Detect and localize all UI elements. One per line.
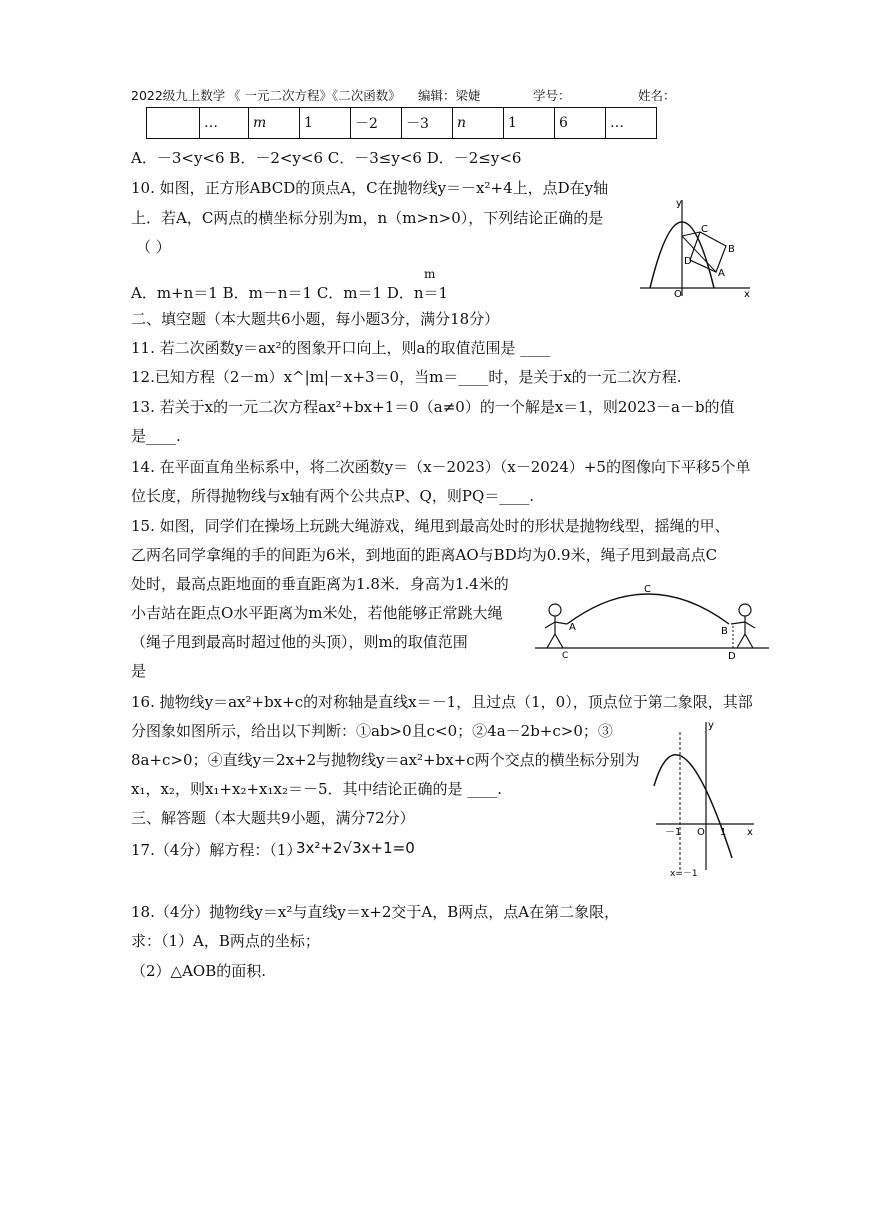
q15-rope-figure [533, 582, 773, 662]
table-cell: … [200, 108, 249, 139]
fig10-o-label: O [674, 289, 682, 300]
q16-figure [650, 718, 760, 878]
q14-line1: 14. 在平面直角坐标系中，将二次函数y＝（x－2023）（x－2024）+5的图像向下平移5个单 [131, 458, 751, 476]
fig16-x-label: x [747, 827, 753, 838]
section2-heading: 二、填空题（本大题共6小题，每小题3分，满分18分） [131, 310, 500, 328]
q15-line2: 乙两名同学拿绳的手的间距为6米，到地面的距离AO与BD均为0.9米，绳子甩到最高点C [131, 546, 718, 564]
q10-line3: （ ） [136, 238, 171, 256]
header-editor: 编辑：梁婕 [418, 88, 481, 103]
fig10-b-label: B [728, 244, 735, 255]
q14-line2: 位长度，所得抛物线与x轴有两个公共点P、Q，则PQ＝____. [131, 487, 535, 505]
fig10-c-label: C [701, 224, 708, 235]
q10-options: A．m+n＝1 B．m－n＝1 C．m＝1 D．n＝1 [131, 284, 449, 302]
fig16-one-label: 1 [720, 827, 727, 838]
q15-line5: （绳子甩到最高时超过他的头顶），则m的取值范围 [131, 633, 468, 651]
q10-figure [632, 196, 757, 301]
fig15-a-label: A [569, 622, 576, 633]
fig16-neg1-label: －1 [665, 827, 682, 838]
q15-line3: 处时，最高点距地面的垂直距离为1.8米．身高为1.4米的 [131, 575, 509, 593]
fig16-o-label: O [697, 827, 705, 838]
table-cell: 6 [555, 108, 606, 139]
table-cell: n [453, 108, 504, 139]
q17-prefix: 17.（4分）解方程：（1） [131, 841, 302, 859]
q11-text: 11. 若二次函数y＝ax²的图象开口向上，则a的取值范围是 ____ [131, 339, 551, 357]
q16-line2: 分图象如图所示，给出以下判断：①ab>0且c<0；②4a－2b+c>0；③ [131, 722, 613, 740]
fig16-axis-label: x=－1 [670, 869, 698, 879]
q18-line3: （2）△AOB的面积. [131, 962, 267, 980]
table-cell: m [249, 108, 300, 139]
header-name: 姓名： [638, 88, 676, 103]
q16-line4: x₁，x₂，则x₁+x₂+x₁x₂＝－5．其中结论正确的是 ____. [131, 780, 503, 798]
section3-heading: 三、解答题（本大题共9小题，满分72分） [131, 809, 415, 827]
fig15-o-label: C [562, 651, 569, 661]
q18-line1: 18.（4分）抛物线y＝x²与直线y＝x+2交于A，B两点，点A在第二象限， [131, 903, 620, 921]
fig10-x-label: x [744, 289, 750, 300]
fig10-d-label: D [684, 256, 692, 267]
q13-line1: 13. 若关于x的一元二次方程ax²+bx+1＝0（a≠0）的一个解是x＝1，则2023－a－b的值 [131, 398, 735, 416]
q12-text: 12.已知方程（2－m）x^|m|－x+3＝0，当m＝____时，是关于x的一元二次方程. [131, 368, 682, 386]
header-student-no: 学号： [533, 88, 571, 103]
fig15-b-label: B [721, 626, 728, 637]
table-row [147, 108, 657, 139]
fig10-a-label: A [718, 268, 725, 279]
q16-line1: 16. 抛物线y＝ax²+bx+c的对称轴是直线x＝－1，且过点（1，0），顶点位于第二象限，其部 [131, 693, 753, 711]
q15-line4: 小吉站在距点O水平距离为m米处，若他能够正常跳大绳 [131, 604, 503, 622]
value-table [146, 107, 657, 139]
fig15-d-label: D [728, 651, 736, 662]
table-cell: … [606, 108, 657, 139]
table-cell: －3 [402, 108, 453, 139]
q18-line2: 求：（1）A，B两点的坐标； [131, 932, 320, 950]
q10-line2: 上．若A，C两点的横坐标分别为m，n（m>n>0），下列结论正确的是 [131, 209, 604, 227]
table-cell [147, 108, 200, 139]
fig16-y-label: y [708, 720, 714, 731]
q15-line6: 是 [131, 662, 147, 680]
table-cell: 1 [300, 108, 351, 139]
q10-frac-label: m [424, 267, 436, 281]
q17-equation: 3x²+2√3x+1=0 [296, 839, 415, 857]
q9-options: A．－3<y<6 B．－2<y<6 C．－3≤y<6 D．－2≤y<6 [131, 149, 522, 167]
header-grade-subject: 2022级九上数学 [131, 88, 226, 103]
q13-line2: 是____. [131, 427, 181, 445]
fig10-y-label: y [676, 198, 682, 209]
q10-line1: 10. 如图，正方形ABCD的顶点A，C在抛物线y＝－x²+4上，点D在y轴 [131, 179, 609, 197]
fig15-c-top-label: C [644, 584, 651, 595]
q16-line3: 8a+c>0；④直线y＝2x+2与抛物线y＝ax²+bx+c两个交点的横坐标分别为 [131, 751, 640, 769]
q15-line1: 15. 如图，同学们在操场上玩跳大绳游戏，绳甩到最高处时的形状是抛物线型，摇绳的甲、 [131, 517, 730, 535]
header-unit: 《 一元二次方程》《二次函数》 [228, 88, 401, 103]
table-cell: －2 [351, 108, 402, 139]
table-cell: 1 [504, 108, 555, 139]
